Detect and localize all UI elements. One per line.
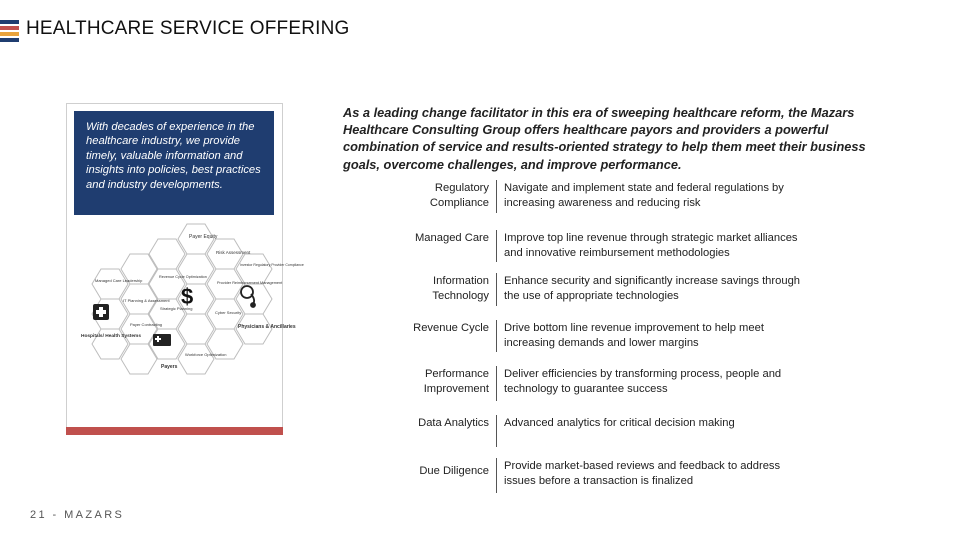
- brand-bar-red: [0, 26, 19, 30]
- service-divider: [496, 180, 497, 213]
- hex-15: [178, 314, 214, 344]
- service-divider: [496, 320, 497, 352]
- experience-callout: With decades of experience in the healthcare industry, we provide timely, valuable information and insights into policies, best practices and industry developments.: [74, 111, 274, 215]
- left-info-panel: [66, 103, 304, 435]
- service-divider: [496, 415, 497, 447]
- brand-bar-navy-2: [0, 38, 19, 42]
- label-managed-care: Managed Care Leadership: [95, 278, 143, 283]
- footer-brand: MAZARS: [64, 509, 125, 521]
- label-investor: Investor Regulatory Provider Compliance: [240, 263, 304, 267]
- service-description: Provide market-based reviews and feedback to address issues before a transaction is finalized: [504, 460, 781, 487]
- service-label: Data Analytics: [418, 417, 489, 429]
- page-title: HEALTHCARE SERVICE OFFERING: [26, 18, 350, 39]
- service-label: Revenue Cycle: [413, 322, 489, 334]
- brand-color-bars: [0, 20, 19, 44]
- service-divider: [496, 458, 497, 493]
- intro-paragraph: As a leading change facilitator in this era of sweeping healthcare reform, the Mazars Healthcare Consulting Group offers healthcare payors and providers a powerful combination of service and results-oriented strategy to help them meet their business goals, overcome challenges, and improve performance.: [343, 105, 866, 172]
- label-payer-equity: Payer Equity: [189, 234, 218, 240]
- hex-20: [178, 344, 214, 374]
- medical-card-icon: [153, 334, 171, 346]
- service-divider: [496, 366, 497, 401]
- panel-accent-strip: [66, 427, 283, 435]
- label-hospitals: Hospitals/ Health Systems: [81, 334, 141, 339]
- service-divider: [496, 230, 497, 262]
- brand-bar-navy: [0, 20, 19, 24]
- brand-bar-orange: [0, 32, 19, 36]
- label-reimbursement: Provider Reimbursement Management: [217, 281, 283, 285]
- service-label: Due Diligence: [419, 465, 489, 477]
- service-description: Improve top line revenue through strategic market alliances and innovative reimbursement methodologies: [504, 232, 798, 259]
- service-label: Managed Care: [414, 232, 489, 244]
- service-label: Information Technology: [432, 275, 489, 302]
- service-description: Navigate and implement state and federal regulations by increasing awareness and reducing risk: [504, 182, 784, 209]
- service-description: Deliver efficiencies by transforming process, people and technology to guarantee success: [504, 368, 782, 395]
- service-divider: [496, 273, 497, 306]
- page-number: 21: [30, 509, 48, 521]
- hex-3: [178, 254, 214, 284]
- service-label: Regulatory Compliance: [429, 182, 489, 209]
- label-risk: Risk Assessment: [216, 250, 251, 255]
- label-it-planning: IT Planning & Assessment: [123, 298, 170, 303]
- label-payers: Payers: [161, 364, 178, 370]
- service-description: Enhance security and significantly increase savings through the use of appropriate technologies: [504, 275, 801, 302]
- label-strategic: Strategic Planning: [160, 306, 193, 311]
- service-description: Advanced analytics for critical decision making: [504, 417, 735, 429]
- dollar-icon: $: [181, 284, 194, 309]
- footer-separator: -: [52, 509, 59, 521]
- service-description: Drive bottom line revenue improvement to help meet increasing demands and lower margins: [504, 322, 764, 349]
- label-cyber: Cyber Security: [215, 310, 242, 315]
- label-contracting: Payer Contracting: [130, 322, 163, 327]
- label-revenue-cycle: Revenue Cycle Optimization: [159, 275, 207, 279]
- label-workforce: Workforce Optimization: [185, 352, 227, 357]
- hex-5: [92, 269, 128, 299]
- hospital-cross-icon: [93, 304, 109, 320]
- service-hexagon-diagram: [75, 222, 304, 382]
- hex-4: [236, 254, 272, 284]
- label-physicians: Physicians & Ancillaries: [238, 324, 296, 330]
- page-footer: [30, 509, 124, 521]
- service-label: Performance Improvement: [423, 368, 489, 395]
